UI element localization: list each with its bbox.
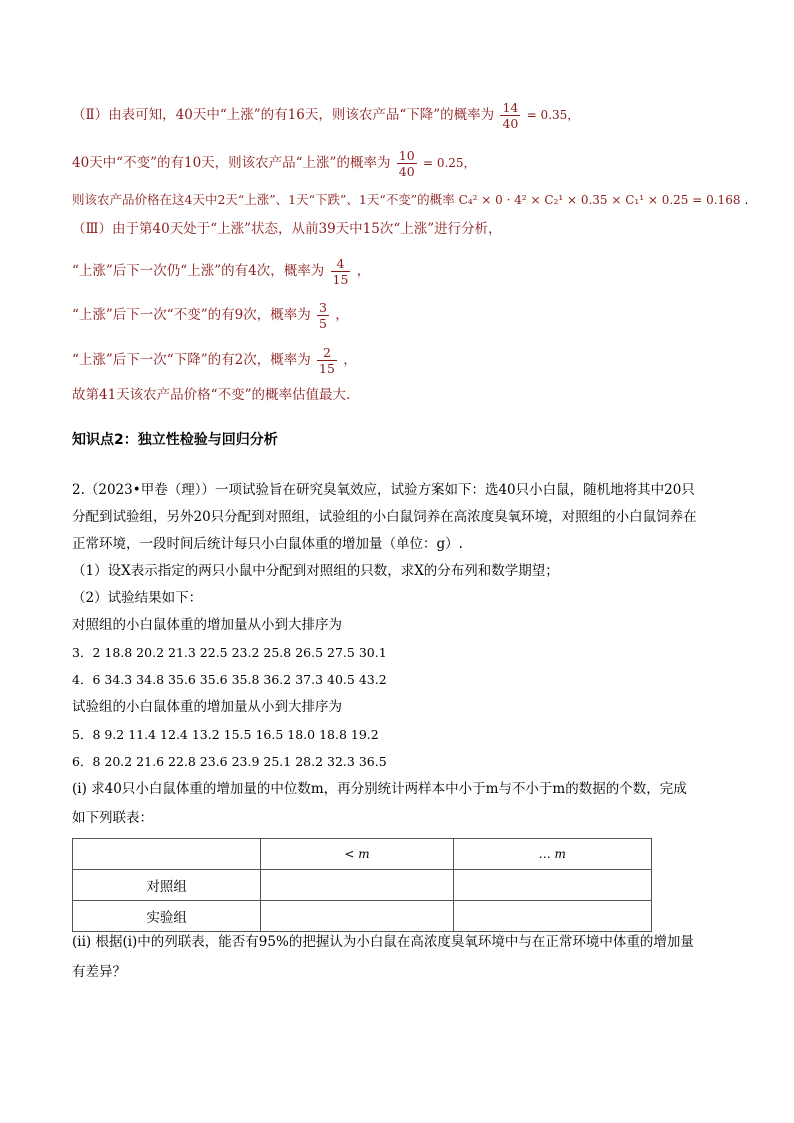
- fraction-2-15: [317, 345, 337, 376]
- fraction-numerator: 2: [317, 345, 337, 361]
- part3-line4: [72, 345, 357, 376]
- part2-line1-result: = 0.35，: [526, 108, 580, 122]
- fraction-numerator: 4: [331, 256, 351, 272]
- fraction-denominator: 40: [398, 164, 415, 179]
- question-2: （2）试验结果如下：: [72, 590, 203, 606]
- table-header-row: [73, 839, 652, 870]
- table-row: [73, 870, 652, 901]
- table-cell: [453, 901, 651, 932]
- section-title: 知识点2：独立性检验与回归分析: [72, 432, 278, 448]
- part2-line1: [72, 100, 579, 131]
- fraction-numerator: 10: [398, 148, 415, 163]
- test-data-row1: 5．8 9.2 11.4 12.4 13.2 15.5 16.5 18.0 18.8 19.2: [72, 727, 379, 742]
- table-row-label: 对照组: [73, 870, 261, 901]
- question-i-line2: 如下列联表：: [72, 810, 153, 826]
- question-ii-line1: (ii) 根据(i)中的列联表，能否有95%的把握认为小白鼠在高浓度臭氧环境中与在正常环境中体重的增加量: [72, 934, 694, 950]
- part2-line2-result: = 0.25，: [422, 156, 476, 170]
- fraction-denominator: 40: [502, 116, 519, 131]
- table-cell: [261, 901, 453, 932]
- fraction-10-40: [397, 148, 417, 179]
- problem-line3: 正常环境，一段时间后统计每只小白鼠体重的增加量（单位：g）.: [72, 536, 463, 552]
- part3-line5: 故第41天该农产品价格“不变”的概率估值最大.: [72, 387, 351, 403]
- part3-line2-text: “上涨”后下一次仍“上涨”的有4次，概率为: [72, 263, 325, 279]
- part2-line2: [72, 148, 476, 179]
- part3-line3-end: ，: [335, 307, 349, 323]
- table-header-cell: … m: [453, 839, 651, 870]
- fraction-denominator: 15: [319, 361, 335, 376]
- table-row: [73, 901, 652, 932]
- control-title: 对照组的小白鼠体重的增加量从小到大排序为: [72, 617, 342, 633]
- part2-line1-text: （Ⅱ）由表可知，40天中“上涨”的有16天，则该农产品“下降”的概率为: [72, 107, 495, 123]
- problem-line2: 分配到试验组，另外20只分配到对照组，试验组的小白鼠饲养在高浓度臭氧环境，对照组的小白鼠饲养在: [72, 509, 697, 525]
- part2-line3-text: 则该农产品价格在这4天中2天“上涨”、1天“下跌”、1天“不变”的概率: [72, 192, 455, 207]
- table-header-cell: < m: [261, 839, 453, 870]
- part3-line1: （Ⅲ）由于第40天处于“上涨”状态，从前39天中15次“上涨”进行分析，: [72, 221, 502, 237]
- question-ii-line2: 有差异？: [72, 964, 126, 980]
- contingency-table: [72, 838, 652, 932]
- part3-line4-text: “上涨”后下一次“下降”的有2次，概率为: [72, 352, 311, 368]
- table-header-cell: [73, 839, 261, 870]
- part3-line2: [72, 256, 370, 287]
- table-row-label: 实验组: [73, 901, 261, 932]
- part2-line3: [72, 190, 748, 210]
- question-1: （1）设X表示指定的两只小鼠中分配到对照组的只数，求X的分布列和数学期望；: [72, 563, 559, 579]
- question-i-line1: (i) 求40只小白鼠体重的增加量的中位数m，再分别统计两样本中小于m与不小于m的数据的个数，完成: [72, 781, 687, 797]
- part2-line2-text: 40天中“不变”的有10天，则该农产品“上涨”的概率为: [72, 155, 391, 171]
- part3-line3: [72, 300, 349, 331]
- part3-line2-end: ，: [356, 263, 371, 279]
- fraction-4-15: [331, 256, 351, 287]
- table-cell: [453, 870, 651, 901]
- table-cell: [261, 870, 453, 901]
- fraction-14-40: [500, 100, 520, 131]
- fraction-denominator: 15: [332, 272, 349, 287]
- part3-line4-end: ，: [343, 352, 357, 368]
- fraction-numerator: 3: [319, 300, 327, 315]
- control-data-row2: 4．6 34.3 34.8 35.6 35.6 35.8 36.2 37.3 40.5 43.2: [72, 672, 387, 687]
- test-title: 试验组的小白鼠体重的增加量从小到大排序为: [72, 699, 342, 715]
- fraction-3-5: [317, 300, 329, 331]
- control-data-row1: 3．2 18.8 20.2 21.3 22.5 23.2 25.8 26.5 27.5 30.1: [72, 645, 387, 660]
- test-data-row2: 6．8 20.2 21.6 22.8 23.6 23.9 25.1 28.2 32.3 36.5: [72, 754, 387, 769]
- fraction-numerator: 14: [502, 100, 519, 115]
- problem-line1: 2.（2023•甲卷（理））一项试验旨在研究臭氧效应，试验方案如下：选40只小白鼠，随机地将其中20只: [72, 482, 695, 498]
- probability-formula: C₄² × 0 · 4² × C₂¹ × 0.35 × C₁¹ × 0.25 = 0.168: [458, 193, 741, 207]
- fraction-denominator: 5: [319, 316, 327, 331]
- part2-line3-end: .: [744, 192, 749, 207]
- part3-line3-text: “上涨”后下一次“不变”的有9次，概率为: [72, 307, 311, 323]
